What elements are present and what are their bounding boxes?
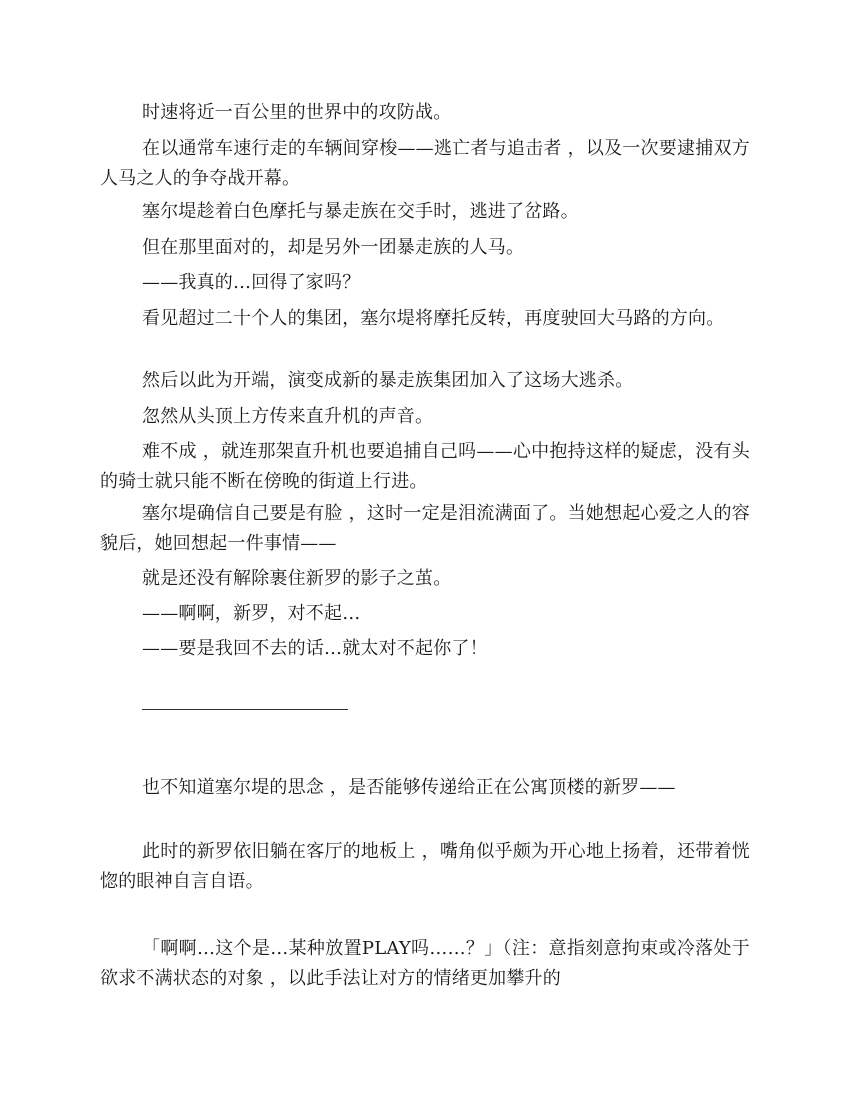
- paragraph: 就是还没有解除裹住新罗的影子之茧。: [142, 568, 452, 589]
- paragraph: ——要是我回不去的话…就太对不起你了！: [142, 638, 488, 659]
- paragraph: 塞尔堤趁着白色摩托与暴走族在交手时，逃进了岔路。: [142, 201, 579, 222]
- paragraph: 忽然从头顶上方传来直升机的声音。: [142, 406, 434, 427]
- section-divider: [142, 709, 348, 710]
- paragraph: ——我真的…回得了家吗？: [142, 272, 361, 293]
- paragraph: 「啊啊…这个是…某种放置PLAY吗……？」（注：意指刻意拘束或冷落处于欲求不满状态的对象 ，以此手法让对方的情绪更加攀升的: [100, 938, 750, 989]
- paragraph: ——啊啊，新罗，对不起…: [142, 603, 361, 624]
- paragraph: 塞尔堤确信自己要是有脸 ，这时一定是泪流满面了。当她想起心爱之人的容貌后，她回想起一件事情——: [100, 503, 750, 554]
- paragraph: 然后以此为开端，演变成新的暴走族集团加入了这场大逃杀。: [142, 370, 634, 391]
- paragraph: 看见超过二十个人的集团，塞尔堤将摩托反转，再度驶回大马路的方向。: [142, 308, 725, 329]
- paragraph: 但在那里面对的，却是另外一团暴走族的人马。: [142, 237, 525, 258]
- paragraph: 在以通常车速行走的车辆间穿梭——逃亡者与追击者 ，以及一次要逮捕双方人马之人的争夺战开幕。: [100, 138, 750, 189]
- paragraph: 时速将近一百公里的世界中的攻防战。: [142, 102, 452, 123]
- paragraph: 难不成 ，就连那架直升机也要追捕自己吗——心中抱持这样的疑虑，没有头的骑士就只能不断在傍晚的街道上行进。: [100, 441, 750, 492]
- paragraph: 也不知道塞尔堤的思念 ，是否能够传递给正在公寓顶楼的新罗——: [142, 777, 676, 798]
- paragraph: 此时的新罗依旧躺在客厅的地板上 ，嘴角似乎颇为开心地上扬着，还带着恍惚的眼神自言自语。: [100, 841, 750, 892]
